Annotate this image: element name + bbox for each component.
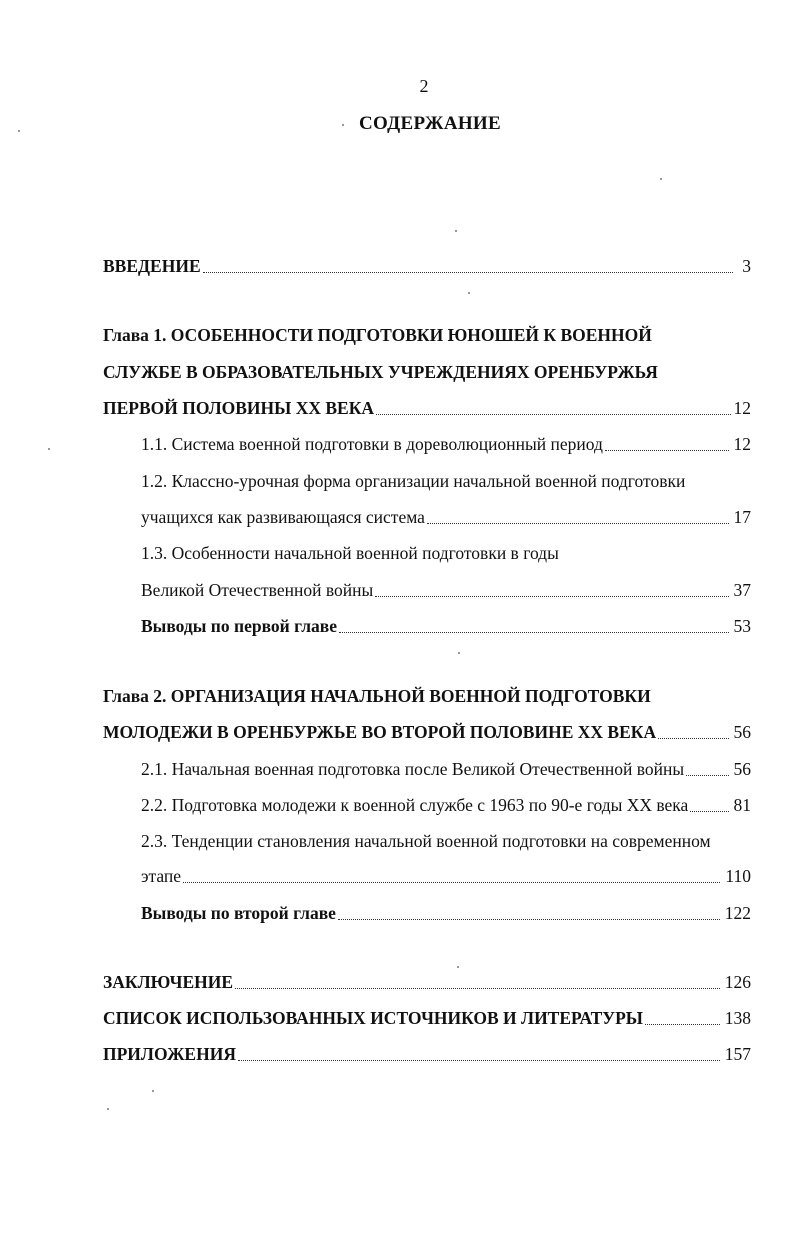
scan-speck [107,1108,109,1110]
toc-page-number: 37 [733,580,751,600]
toc-entry-section-1-2[interactable] [0,503,793,531]
scan-speck [152,1090,154,1092]
chapter1-heading-line[interactable] [0,358,793,386]
toc-entry-section-1-3-line1[interactable] [0,539,793,567]
scan-speck [455,230,457,232]
toc-entry-references[interactable] [0,1004,793,1032]
dot-leader [235,988,720,989]
page-number: 2 [419,76,429,96]
chapter2-heading-text: МОЛОДЕЖИ В ОРЕНБУРЖЬЕ ВО ВТОРОЙ ПОЛОВИНЕ XX ВЕКА [103,722,657,742]
dot-leader [427,523,729,524]
toc-entry-label: Выводы по второй главе [141,903,336,923]
toc-page-number: 126 [724,972,751,992]
scan-speck [48,448,50,450]
toc-entry-label: 2.3. Тенденции становления начальной военной подготовки на современном [141,831,711,851]
scan-speck [458,652,460,654]
toc-entry-chapter2-conclusions[interactable] [0,899,793,927]
toc-entry-label: Великой Отечественной войны [141,580,374,600]
dot-leader [605,450,729,451]
toc-page-number: 12 [733,434,751,454]
chapter1-heading-text: СЛУЖБЕ В ОБРАЗОВАТЕЛЬНЫХ УЧРЕЖДЕНИЯХ ОРЕНБУРЖЬЯ [103,362,658,382]
chapter2-heading-line[interactable] [0,682,793,710]
toc-entry-label: 1.1. Система военной подготовки в дореволюционный период [141,434,603,454]
toc-page-number: 110 [725,866,751,886]
toc-entry-label: учащихся как развивающаяся система [141,507,425,527]
toc-entry-section-2-3[interactable] [0,862,793,890]
toc-entry-label: ПРИЛОЖЕНИЯ [103,1044,236,1064]
dot-leader [690,811,729,812]
chapter2-heading-text: Глава 2. ОРГАНИЗАЦИЯ НАЧАЛЬНОЙ ВОЕННОЙ ПОДГОТОВКИ [103,686,651,706]
toc-page-number: 3 [742,256,751,276]
dot-leader [376,414,731,415]
page-title: СОДЕРЖАНИЕ [359,113,501,134]
toc-entry-chapter2[interactable] [0,718,793,746]
scan-speck [468,292,470,294]
dot-leader [658,738,729,739]
scan-speck [342,124,344,126]
toc-entry-section-1-2-line1[interactable] [0,467,793,495]
toc-entry-label: ВВЕДЕНИЕ [103,256,201,276]
toc-page-number: 56 [733,759,751,779]
toc-entry-section-1-3[interactable] [0,576,793,604]
toc-entry-label: 2.1. Начальная военная подготовка после Великой Отечественной войны [141,759,685,779]
scan-speck [457,966,459,968]
toc-page-number: 122 [724,903,751,923]
toc-entry-conclusion[interactable] [0,968,793,996]
toc-entry-section-2-3-line1[interactable] [0,827,793,855]
toc-entry-label: 1.3. Особенности начальной военной подготовки в годы [141,543,559,563]
dot-leader [686,775,729,776]
toc-page-number: 56 [733,722,751,742]
dot-leader [339,632,729,633]
dot-leader [375,596,729,597]
toc-page-number: 53 [733,616,751,636]
chapter1-heading-text: Глава 1. ОСОБЕННОСТИ ПОДГОТОВКИ ЮНОШЕЙ К ВОЕННОЙ [103,325,652,345]
toc-entry-chapter1[interactable] [0,394,793,422]
toc-page-number: 81 [733,795,751,815]
chapter1-heading-line[interactable] [0,321,793,349]
dot-leader [338,919,720,920]
toc-entry-appendices[interactable] [0,1040,793,1068]
toc-entry-label: ЗАКЛЮЧЕНИЕ [103,972,234,992]
toc-entry-chapter1-conclusions[interactable] [0,612,793,640]
toc-entry-introduction[interactable] [0,252,793,280]
dot-leader [183,882,720,883]
toc-entry-section-2-1[interactable] [0,755,793,783]
toc-entry-label: этапе [141,866,182,886]
toc-entry-label: СПИСОК ИСПОЛЬЗОВАННЫХ ИСТОЧНИКОВ И ЛИТЕРАТУРЫ [103,1008,643,1028]
toc-entry-label: Выводы по первой главе [141,616,337,636]
toc-page-number: 138 [724,1008,751,1028]
toc-entry-section-1-1[interactable] [0,430,793,458]
scan-speck [18,130,20,132]
toc-entry-label: 1.2. Классно-урочная форма организации начальной военной подготовки [141,471,686,491]
chapter1-heading-text: ПЕРВОЙ ПОЛОВИНЫ XX ВЕКА [103,398,375,418]
scan-speck [660,178,662,180]
dot-leader [203,272,733,273]
toc-page-number: 157 [724,1044,751,1064]
toc-entry-label: 2.2. Подготовка молодежи к военной службе с 1963 по 90-е годы XX века [141,795,689,815]
toc-page-number: 12 [733,398,751,418]
toc-entry-section-2-2[interactable] [0,791,793,819]
dot-leader [645,1024,720,1025]
dot-leader [238,1060,720,1061]
toc-page-number: 17 [733,507,751,527]
